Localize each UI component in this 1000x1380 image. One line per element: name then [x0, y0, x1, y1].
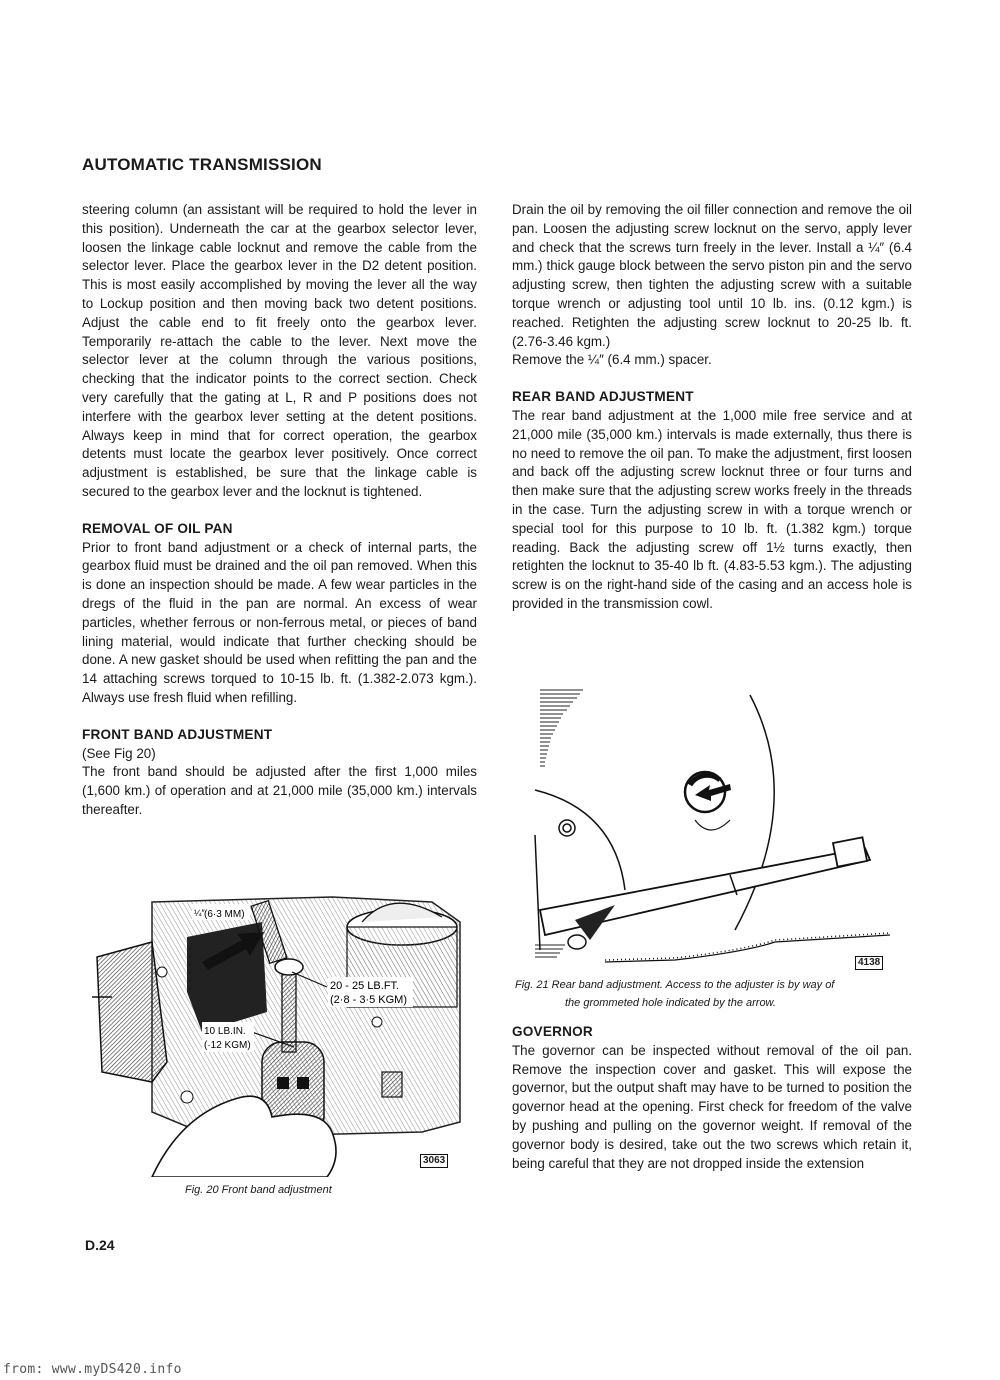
figure-20-caption: Fig. 20 Front band adjustment [185, 1184, 332, 1196]
gauge-mm-label: (6·3 MM) [204, 909, 245, 920]
section-body-front-band: The front band should be adjusted after the first 1,000 miles (1,600 km.) of operation and at 21,000 mile (35,000 km.) intervals thereafter. [82, 764, 477, 817]
screw-torque-kgm-label: (·12 KGM) [204, 1040, 251, 1051]
section-heading-oil-pan: REMOVAL OF OIL PAN [82, 520, 233, 536]
figure-21-rear-band-adjustment [505, 680, 915, 970]
section-body-rear-band: The rear band adjustment at the 1,000 mile free service and at 21,000 mile (35,000 km.) intervals is made externally, thus there is no need to remove the oil pan. To make the adjustment, first loosen and back off the adjusting screw locknut three or four turns and then make sure that the adjusting screw works freely in the threads in the case. Turn the adjusting screw in with a torque wrench or special tool for this purpose to 10 lb. ft. (1.382 kgm.) torque reading. Back the adjusting screw off 1½ turns exactly, then retighten the locknut to 35-40 lb ft. (4.83-5.53 kgm.). The adjusting screw is on the right-hand side of the casing and an access hole is provided in the transmission cowl. [512, 407, 912, 611]
figure-ref-number: 3063 [420, 1154, 448, 1168]
locknut-torque-kgm-label: (2·8 - 3·5 KGM) [330, 994, 408, 1006]
left-column [82, 201, 477, 820]
screw-torque-lbin-label: 10 LB.IN. [204, 1026, 246, 1037]
section-heading-rear-band: REAR BAND ADJUSTMENT [512, 389, 694, 405]
source-watermark: from: www.myDS420.info [3, 1362, 182, 1377]
page-title: AUTOMATIC TRANSMISSION [82, 155, 322, 174]
intro-paragraph: steering column (an assistant will be required to hold the lever in this position). Underneath the car at the gearbox selector lever, loosen the linkage cable locknut and remove the cable from the selector lever. Place the gearbox lever in the D2 detent position. This is most easily accomplished by moving the lever all the way to Lockup position and then moving back two detent positions. Adjust the cable end to fit freely onto the gearbox lever. Temporarily re-attach the cable to the lever. Next move the selector lever at the column through the various positions, checking that the indicator points to the correct section. Check very carefully that the gating at L, R and P positions does not interfere with the gearbox lever setting at the detent positions. Always keep in mind that for correct operation, the gearbox detents must locate the gearbox lever positively. Once correct adjustment is established, be sure that the linkage cable is secured to the gearbox lever and the locknut is tightened. [82, 202, 477, 499]
gauge-fraction-label: ¼″ [194, 908, 205, 918]
figure-21-caption-line1: Fig. 21 Rear band adjustment. Access to the adjuster is by way of [515, 979, 835, 991]
locknut-torque-lbft-label: 20 - 25 LB.FT. [330, 980, 400, 992]
page-number: D.24 [85, 1237, 115, 1253]
figure-20-front-band-adjustment [92, 882, 462, 1177]
section-body-oil-pan: Prior to front band adjustment or a check of internal parts, the gearbox fluid must be drained and the oil pan removed. When this is done an inspection should be made. A few wear particles in the dregs of the fluid in the pan are normal. An excess of wear particles, whether ferrous or non-ferrous metal, or pieces of band lining material, would indicate that further checking should be done. A new gasket should be used when refitting the pan and the 14 attaching screws torqued to 10-15 lb. ft. (1.382-2.073 kgm.). Always use fresh fluid when refilling. [82, 539, 477, 705]
governor-section [512, 1023, 912, 1173]
section-body-governor: The governor can be inspected without removal of the oil pan. Remove the inspection cover and gasket. This will expose the governor, but the output shaft may have to be turned to position the governor head at the opening. First check for freedom of the valve by pushing and pulling on the governor weight. If removal of the governor body is desired, take out the two screws which retain it, being careful that they are not dropped inside the extension [512, 1042, 912, 1171]
section-heading-front-band: FRONT BAND ADJUSTMENT [82, 726, 273, 742]
figure-reference: (See Fig 20) [82, 745, 156, 761]
rear-band-illustration [505, 680, 915, 970]
right-column [512, 201, 912, 614]
figure-21-caption [515, 976, 915, 1012]
section-heading-governor: GOVERNOR [512, 1024, 593, 1039]
intro-last-line: Remove the ¼″ (6.4 mm.) spacer. [512, 352, 712, 368]
front-band-illustration [92, 882, 462, 1177]
intro-paragraph: Drain the oil by removing the oil filler connection and remove the oil pan. Loosen the adjusting screw locknut on the servo, apply lever and check that the screws turn freely in the lever. Install a ¼″ (6.4 mm.) thick gauge block between the servo piston pin and the servo adjusting screw, then tighten the adjusting screw with a suitable torque wrench or adjusting tool until 10 lb. ins. (0.12 kgm.) is reached. Retighten the adjusting screw locknut to 20-25 lb. ft. (2.76-3.46 kgm.) [512, 202, 912, 349]
figure-21-caption-line2: the grommeted hole indicated by the arrow. [565, 997, 776, 1009]
figure-ref-number: 4138 [855, 956, 883, 970]
